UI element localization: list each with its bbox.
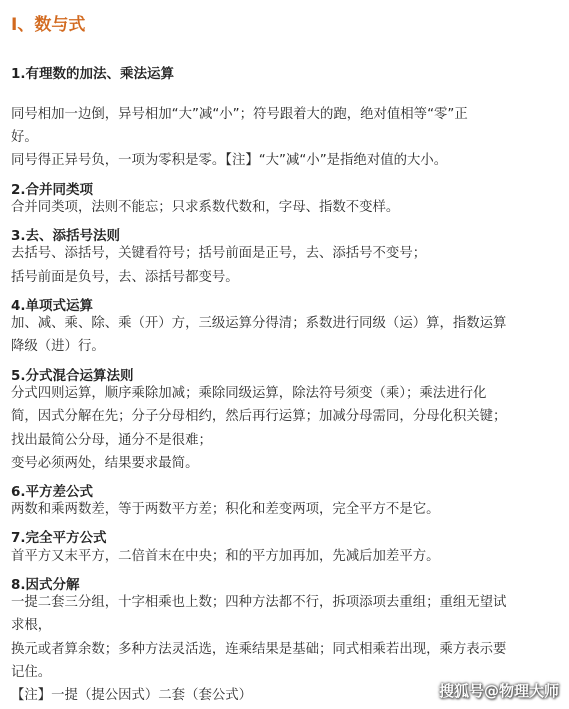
heading-3: 3.去、添括号法则	[11, 228, 121, 244]
text-line: 简，因式分解在先；分子分母相约，然后再行运算；加减分母需同，分母化积关键；	[11, 409, 507, 424]
text-line: 变号必须两处，结果要求最简。	[11, 456, 199, 471]
text-line: 降级（进）行。	[11, 339, 105, 354]
text-line: 一提二套三分组，十字相乘也上数；四种方法都不行，拆项添项去重组；重组无望试	[11, 595, 507, 610]
text-line: 去括号、添括号，关键看符号；括号前面是正号，去、添括号不变号；	[11, 246, 427, 261]
heading-2: 2.合并同类项	[11, 182, 94, 198]
text-line: 【注】一提（提公因式）二套（套公式）	[11, 688, 253, 703]
section-title: I、数与式	[11, 15, 86, 35]
text-line: 换元或者算余数；多种方法灵活选，连乘结果是基础；同式相乘若出现，乘方表示要	[11, 642, 507, 657]
text-line: 加、减、乘、除、乘（开）方，三级运算分得清；系数进行同级（运）算，指数运算	[11, 316, 507, 331]
text-line: 括号前面是负号，去、添括号都变号。	[11, 270, 239, 285]
heading-7: 7.完全平方公式	[11, 530, 107, 546]
text-line: 求根，	[11, 618, 52, 633]
text-line: 分式四则运算，顺序乘除加减；乘除同级运算，除法符号须变（乘）；乘法进行化	[11, 386, 487, 401]
heading-1: 1.有理数的加法、乘法运算	[11, 66, 175, 82]
text-line: 合并同类项，法则不能忘；只求系数代数和，字母、指数不变样。	[11, 200, 400, 215]
text-line: 两数和乘两数差，等于两数平方差；积化和差变两项，完全平方不是它。	[11, 502, 440, 517]
heading-4: 4.单项式运算	[11, 298, 94, 314]
watermark: 搜狐号@物理大师	[438, 682, 559, 700]
text-line: 同号相加一边倒，异号相加“大”减“小”；符号跟着大的跑，绝对值相等“零”正	[11, 107, 468, 122]
heading-6: 6.平方差公式	[11, 484, 94, 500]
text-line: 同号得正异号负，一项为零积是零。【注】“大”减“小”是指绝对值的大小。	[11, 153, 448, 168]
heading-8: 8.因式分解	[11, 577, 80, 593]
text-line: 好。	[11, 130, 38, 145]
text-line: 首平方又末平方，二倍首末在中央；和的平方加再加，先减后加差平方。	[11, 549, 440, 564]
text-line: 找出最简公分母，通分不是很难；	[11, 433, 212, 448]
heading-5: 5.分式混合运算法则	[11, 368, 134, 384]
text-line: 记住。	[11, 665, 52, 680]
